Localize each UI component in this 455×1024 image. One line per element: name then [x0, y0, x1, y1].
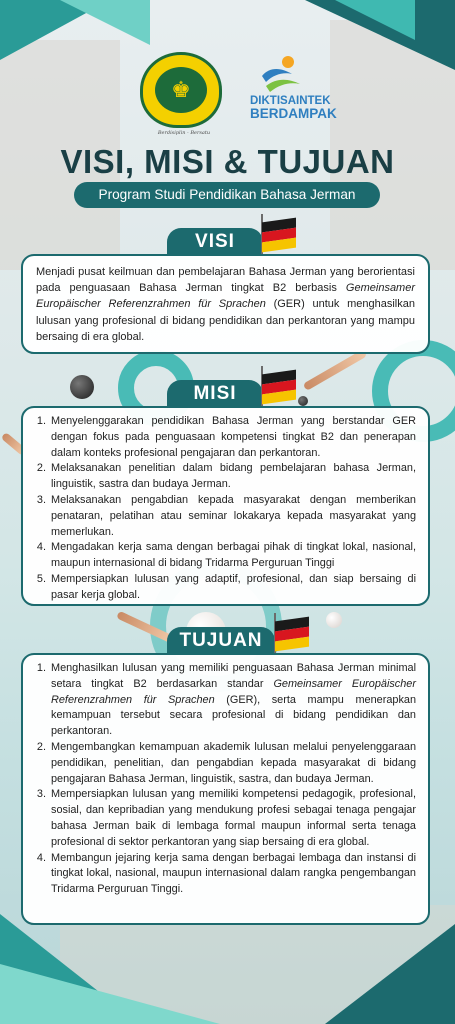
university-logo-icon: ♚	[140, 52, 222, 128]
decor-ball-pearl-3	[326, 612, 342, 628]
tujuan-item-3: 3. Mempersiapkan lulusan yang memiliki kompetensi pedagogik, profesional, sosial, dan kepribadian yang mendukung profesi sebagai tenaga pengajar bahasa Jerman baik di lembaga formal maupun informal serta tenaga profesional di sektor perkantoran yang siap bersaing di era global.	[49, 787, 416, 850]
visi-text	[23, 256, 428, 352]
tujuan-item-4: 4. Membangun jejaring kerja sama dengan berbagai lembaga dan instansi di tingkat lokal, nasional, maupun internasional dalam rangka pengembangan Tridarma Perguruan Tinggi.	[49, 851, 416, 898]
misi-heading: MISI	[167, 380, 263, 407]
tujuan-item-1-part2: (GER), serta mampu menerapkan kemampuan tersebut secara profesional di bidang pendidikan dan perkantoran.	[51, 693, 416, 738]
visi-card	[21, 254, 430, 354]
decor-triangle-bottom-left-2	[0, 964, 220, 1024]
decor-ball-dark-small	[298, 396, 308, 406]
tujuan-card	[21, 653, 430, 925]
tujuan-item-2: 2. Mengembangkan kemampuan akademik lulusan melalui penyelenggaraan pendidikan, penelitian, dan pengabdian kepada masyarakat di bidang pengajaran Bahasa Jerman, linguistik, sastra, dan budaya Jerman.	[49, 740, 416, 787]
decor-triangle-top-right-2	[335, 0, 415, 40]
misi-card	[21, 406, 430, 606]
tujuan-item-1-part1: Menghasilkan lulusan yang memiliki penguasaan Bahasa Jerman minimal setara tingkat B2 berdasarkan standar	[51, 662, 416, 690]
visi-text-part2: (GER) untuk menghasilkan lulusan yang profesional di bidang pendidikan dan perkantoran yang mampu bersaing di era global.	[36, 298, 415, 343]
diktisaintek-logo-line1: DIKTISAINTEK	[250, 95, 331, 107]
visi-heading: VISI	[167, 228, 263, 255]
diktisaintek-logo-line2: BERDAMPAK	[250, 106, 337, 121]
page-subtitle: Program Studi Pendidikan Bahasa Jerman	[74, 182, 380, 208]
misi-list	[23, 408, 428, 610]
german-flag-icon	[262, 218, 296, 253]
visi-text-italic: Gemeinsamer Europäischer Referenzrahmen für Sprachen	[36, 282, 415, 311]
tujuan-item-1-italic: Gemeinsamer Europäischer Referenzrahmen für Sprachen	[51, 677, 416, 706]
decor-triangle-top-left-2	[60, 0, 150, 45]
page-title: VISI, MISI & TUJUAN	[60, 143, 395, 180]
german-flag-icon	[262, 370, 296, 405]
misi-item-1: 1. Menyelenggarakan pendidikan Bahasa Jerman yang berstandar GER dengan fokus pada penguasaan kompetensi tingkat B2 dan penerapan dalam konteks profesional pengajaran dan perkantoran.	[49, 414, 416, 461]
tujuan-heading: TUJUAN	[167, 627, 275, 654]
misi-item-2: 2. Melaksanakan penelitian dalam bidang pembelajaran bahasa Jerman, linguistik, sastra dan budaya Jerman.	[49, 461, 416, 493]
tujuan-list	[23, 655, 428, 904]
diktisaintek-logo-icon	[258, 54, 304, 94]
diktisaintek-logo-text	[250, 95, 340, 121]
misi-item-5: 5. Mempersiapkan lulusan yang adaptif, profesional, dan siap bersaing di pasar kerja global.	[49, 572, 416, 604]
german-flag-icon	[275, 617, 309, 652]
visi-text-part1: Menjadi pusat keilmuan dan pembelajaran Bahasa Jerman yang berorientasi pada penguasaan Bahasa Jerman tingkat B2 berbasis	[36, 266, 415, 295]
misi-item-4: 4. Mengadakan kerja sama dengan berbagai pihak di tingkat lokal, nasional, maupun internasional di bidang Tridarma Perguruan Tinggi	[49, 540, 416, 572]
university-logo-motto: Berdisiplin - Bersatu	[157, 130, 211, 136]
tujuan-item-1	[49, 661, 416, 740]
decor-ball-dark	[70, 375, 94, 399]
misi-item-3: 3. Melaksanakan pengabdian kepada masyarakat dengan memberikan penataran, pelatihan atau seminar lokakarya kepada masyarakat yang memerlukan.	[49, 493, 416, 540]
decor-triangle-bottom-right	[325, 924, 455, 1024]
